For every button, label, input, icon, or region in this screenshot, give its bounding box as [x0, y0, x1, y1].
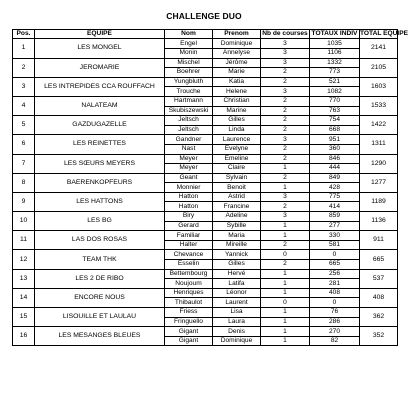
member-nom: Hatton	[165, 192, 213, 202]
team-total: 1533	[360, 96, 398, 115]
member-totaux-indiv: 1106	[310, 48, 360, 58]
member-nb-courses: 2	[261, 116, 310, 126]
team-total: 1136	[360, 212, 398, 231]
member-nb-courses: 3	[261, 212, 310, 222]
member-nb-courses: 3	[261, 39, 310, 49]
team-position: 9	[13, 192, 35, 211]
member-nb-courses: 3	[261, 48, 310, 58]
team-position: 13	[13, 269, 35, 288]
member-prenom: Latifa	[213, 279, 261, 289]
member-prenom: Mireille	[213, 240, 261, 250]
member-prenom: Lisa	[213, 308, 261, 318]
member-prenom: Marie	[213, 68, 261, 78]
member-prenom: Laura	[213, 317, 261, 327]
member-nb-courses: 1	[261, 308, 310, 318]
team-total: 911	[360, 231, 398, 250]
header-equipe: EQUIPE	[35, 30, 165, 39]
team-total: 537	[360, 269, 398, 288]
team-total: 1290	[360, 154, 398, 173]
member-nom: Meyer	[165, 164, 213, 174]
member-nom: Jeltsch	[165, 116, 213, 126]
member-totaux-indiv: 581	[310, 240, 360, 250]
table-row	[13, 231, 398, 241]
member-nb-courses: 2	[261, 96, 310, 106]
table-row	[13, 77, 398, 87]
team-total: 2105	[360, 58, 398, 77]
member-prenom: Gilles	[213, 260, 261, 270]
member-prenom: Dominique	[213, 39, 261, 49]
team-position: 8	[13, 173, 35, 192]
member-nom: Henriques	[165, 288, 213, 298]
member-nom: Mischel	[165, 58, 213, 68]
member-prenom: Dominique	[213, 336, 261, 346]
member-nb-courses: 1	[261, 327, 310, 337]
member-nom: Esselin	[165, 260, 213, 270]
member-nom: Jeltsch	[165, 125, 213, 135]
member-prenom: Christian	[213, 96, 261, 106]
header-totaux-indiv: TOTAUX INDIV	[310, 30, 360, 39]
member-prenom: Sylvain	[213, 173, 261, 183]
member-nom: Boehrer	[165, 68, 213, 78]
member-prenom: Katia	[213, 77, 261, 87]
member-totaux-indiv: 414	[310, 202, 360, 212]
member-prenom: Laurent	[213, 298, 261, 308]
team-name: TEAM THK	[35, 250, 165, 269]
team-name: LISOUILLE ET LAULAU	[35, 308, 165, 327]
member-totaux-indiv: 256	[310, 269, 360, 279]
team-name: LES BG	[35, 212, 165, 231]
member-nb-courses: 2	[261, 260, 310, 270]
member-prenom: Denis	[213, 327, 261, 337]
member-totaux-indiv: 770	[310, 96, 360, 106]
member-nb-courses: 3	[261, 87, 310, 97]
member-nom: Trouche	[165, 87, 213, 97]
team-position: 11	[13, 231, 35, 250]
member-prenom: Benoit	[213, 183, 261, 193]
member-nom: Meyer	[165, 154, 213, 164]
member-nom: Fringuello	[165, 317, 213, 327]
table-row	[13, 250, 398, 260]
member-prenom: Adeline	[213, 212, 261, 222]
team-name: LES HATTONS	[35, 192, 165, 211]
member-totaux-indiv: 360	[310, 144, 360, 154]
member-nb-courses: 2	[261, 125, 310, 135]
member-nom: Gandner	[165, 135, 213, 145]
member-totaux-indiv: 849	[310, 173, 360, 183]
table-row	[13, 192, 398, 202]
table-row	[13, 308, 398, 318]
member-nom: Gigant	[165, 336, 213, 346]
table-row	[13, 96, 398, 106]
team-name: LES INTREPIDES CCA ROUFFACH	[35, 77, 165, 96]
team-total: 2141	[360, 39, 398, 58]
member-nb-courses: 1	[261, 221, 310, 231]
table-row	[13, 212, 398, 222]
results-table	[12, 29, 408, 346]
table-row	[13, 288, 398, 298]
team-name: LAS DOS ROSAS	[35, 231, 165, 250]
member-prenom: Astrid	[213, 192, 261, 202]
member-totaux-indiv: 754	[310, 116, 360, 126]
member-nb-courses: 1	[261, 231, 310, 241]
table-row	[13, 39, 398, 49]
member-nom: Nast	[165, 144, 213, 154]
member-nb-courses: 2	[261, 173, 310, 183]
member-nom: Monin	[165, 48, 213, 58]
team-name: ENCORE NOUS	[35, 288, 165, 307]
table-row	[13, 327, 398, 337]
member-nb-courses: 2	[261, 68, 310, 78]
member-totaux-indiv: 846	[310, 154, 360, 164]
member-nom: Noujoum	[165, 279, 213, 289]
team-position: 10	[13, 212, 35, 231]
member-nb-courses: 3	[261, 135, 310, 145]
table-row	[13, 116, 398, 126]
member-nb-courses: 2	[261, 77, 310, 87]
team-position: 2	[13, 58, 35, 77]
member-nom: Engel	[165, 39, 213, 49]
team-position: 16	[13, 327, 35, 346]
table-row	[13, 154, 398, 164]
member-totaux-indiv: 665	[310, 260, 360, 270]
member-prenom: Linda	[213, 125, 261, 135]
member-nb-courses: 2	[261, 106, 310, 116]
team-name: LES REINETTES	[35, 135, 165, 154]
member-prenom: Emeline	[213, 154, 261, 164]
member-prenom: Evelyne	[213, 144, 261, 154]
member-nb-courses: 1	[261, 269, 310, 279]
team-name: LES MESANGES BLEUES	[35, 327, 165, 346]
member-totaux-indiv: 428	[310, 183, 360, 193]
team-position: 12	[13, 250, 35, 269]
member-totaux-indiv: 408	[310, 288, 360, 298]
member-nom: Bettembourg	[165, 269, 213, 279]
member-prenom: Gilles	[213, 116, 261, 126]
member-totaux-indiv: 270	[310, 327, 360, 337]
team-total: 1277	[360, 173, 398, 192]
member-prenom: Yannick	[213, 250, 261, 260]
member-totaux-indiv: 1082	[310, 87, 360, 97]
results-body	[13, 39, 398, 346]
team-name: BAERENKOPFEURS	[35, 173, 165, 192]
member-prenom: Sybille	[213, 221, 261, 231]
team-name: GAZDUGAZELLE	[35, 116, 165, 135]
team-total: 1422	[360, 116, 398, 135]
member-nb-courses: 2	[261, 154, 310, 164]
table-row	[13, 58, 398, 68]
member-totaux-indiv: 1332	[310, 58, 360, 68]
member-totaux-indiv: 859	[310, 212, 360, 222]
team-total: 362	[360, 308, 398, 327]
member-prenom: Laurence	[213, 135, 261, 145]
table-row	[13, 173, 398, 183]
member-prenom: Maria	[213, 231, 261, 241]
member-nom: Hartmann	[165, 96, 213, 106]
team-position: 14	[13, 288, 35, 307]
team-total: 1189	[360, 192, 398, 211]
member-nb-courses: 0	[261, 298, 310, 308]
member-nom: Skubiszewski	[165, 106, 213, 116]
member-nb-courses: 1	[261, 183, 310, 193]
header-prenom: Prenom	[213, 30, 261, 39]
member-totaux-indiv: 444	[310, 164, 360, 174]
header-pos: Pos.	[13, 30, 35, 39]
member-nom: Monnier	[165, 183, 213, 193]
table-row	[13, 135, 398, 145]
team-total: 665	[360, 250, 398, 269]
team-position: 4	[13, 96, 35, 115]
member-nom: Gerard	[165, 221, 213, 231]
member-nom: Thibaulot	[165, 298, 213, 308]
member-nb-courses: 1	[261, 288, 310, 298]
member-totaux-indiv: 277	[310, 221, 360, 231]
team-position: 3	[13, 77, 35, 96]
member-nb-courses: 2	[261, 240, 310, 250]
team-position: 7	[13, 154, 35, 173]
member-prenom: Léonor	[213, 288, 261, 298]
team-name: LES SŒURS MEYERS	[35, 154, 165, 173]
team-total: 352	[360, 327, 398, 346]
member-nom: Friess	[165, 308, 213, 318]
member-nom: Biry	[165, 212, 213, 222]
team-total: 1603	[360, 77, 398, 96]
member-totaux-indiv: 775	[310, 192, 360, 202]
member-nb-courses: 1	[261, 164, 310, 174]
member-nom: Familiar	[165, 231, 213, 241]
member-totaux-indiv: 330	[310, 231, 360, 241]
member-totaux-indiv: 951	[310, 135, 360, 145]
member-prenom: Francine	[213, 202, 261, 212]
header-total-equipe: TOTAL EQUIPE	[360, 30, 408, 38]
team-position: 6	[13, 135, 35, 154]
header-nom: Nom	[165, 30, 213, 39]
member-nb-courses: 3	[261, 192, 310, 202]
member-nom: Gigant	[165, 327, 213, 337]
member-totaux-indiv: 82	[310, 336, 360, 346]
team-position: 5	[13, 116, 35, 135]
member-totaux-indiv: 0	[310, 298, 360, 308]
team-position: 1	[13, 39, 35, 58]
member-totaux-indiv: 668	[310, 125, 360, 135]
team-total: 408	[360, 288, 398, 307]
table-row	[13, 269, 398, 279]
member-nom: Yungbluth	[165, 77, 213, 87]
team-total: 1311	[360, 135, 398, 154]
team-name: LES 2 DE RIBO	[35, 269, 165, 288]
header-row	[13, 30, 398, 39]
member-prenom: Jérôme	[213, 58, 261, 68]
member-prenom: Claire	[213, 164, 261, 174]
member-totaux-indiv: 521	[310, 77, 360, 87]
member-nb-courses: 2	[261, 202, 310, 212]
member-totaux-indiv: 763	[310, 106, 360, 116]
member-nb-courses: 2	[261, 144, 310, 154]
document-title: CHALLENGE DUO	[166, 11, 242, 21]
member-totaux-indiv: 773	[310, 68, 360, 78]
member-nb-courses: 0	[261, 250, 310, 260]
member-nb-courses: 3	[261, 58, 310, 68]
team-name: LES MONGEL	[35, 39, 165, 58]
member-prenom: Hervé	[213, 269, 261, 279]
member-totaux-indiv: 281	[310, 279, 360, 289]
team-position: 15	[13, 308, 35, 327]
member-totaux-indiv: 286	[310, 317, 360, 327]
team-name: NALATEAM	[35, 96, 165, 115]
member-nom: Chevance	[165, 250, 213, 260]
member-nom: Geant	[165, 173, 213, 183]
member-totaux-indiv: 0	[310, 250, 360, 260]
member-totaux-indiv: 1035	[310, 39, 360, 49]
member-prenom: Marine	[213, 106, 261, 116]
member-nb-courses: 1	[261, 279, 310, 289]
team-name: JEROMARIE	[35, 58, 165, 77]
member-prenom: Helene	[213, 87, 261, 97]
member-totaux-indiv: 76	[310, 308, 360, 318]
member-nom: Halter	[165, 240, 213, 250]
member-nb-courses: 1	[261, 336, 310, 346]
header-nb-courses: Nb de courses	[262, 30, 308, 38]
member-nom: Hatton	[165, 202, 213, 212]
member-prenom: Annelyse	[213, 48, 261, 58]
member-nb-courses: 1	[261, 317, 310, 327]
